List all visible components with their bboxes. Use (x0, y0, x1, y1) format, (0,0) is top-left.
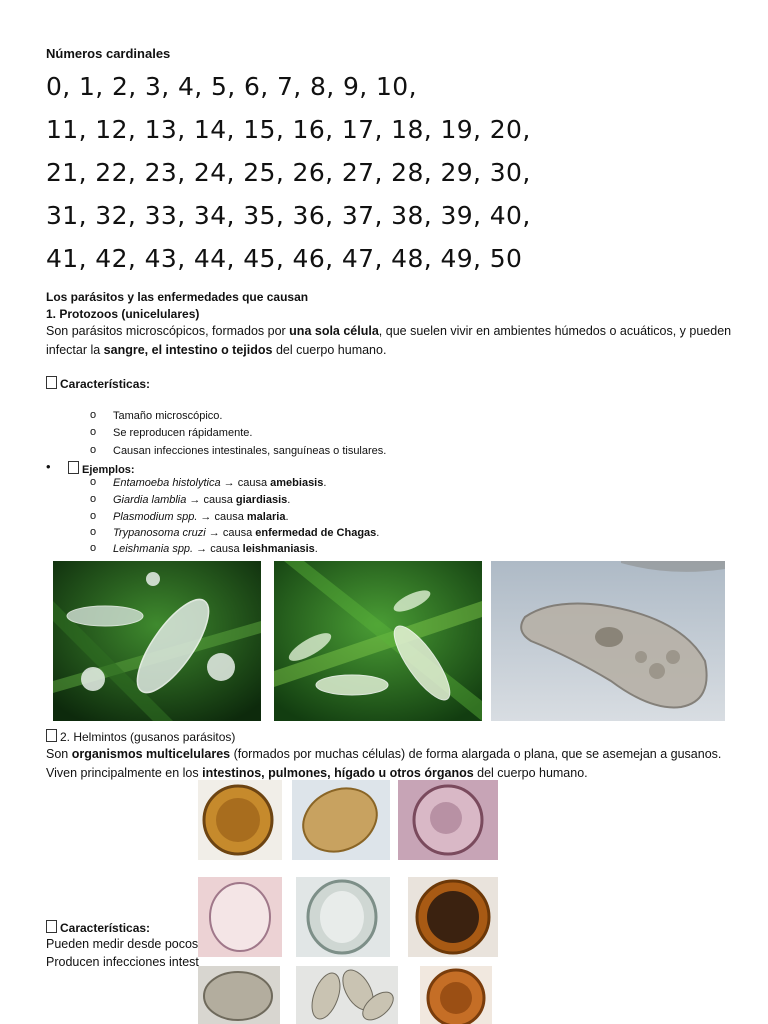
number-line-5: 41, 42, 43, 44, 45, 46, 47, 48, 49, 50 (46, 244, 523, 273)
protozoa-paragraph (46, 322, 746, 360)
text-run: del cuerpo humano. (473, 766, 588, 780)
number-line-3: 21, 22, 23, 24, 25, 26, 27, 28, 29, 30, (46, 158, 531, 187)
helminth-egg-micrograph-image (198, 877, 282, 957)
list-item: Se reproducen rápidamente. (113, 427, 253, 439)
text-run: del cuerpo humano. (272, 343, 387, 357)
title-text: 2. Helmintos (gusanos parásitos) (60, 730, 236, 744)
label-text: Características: (60, 377, 151, 391)
text-run: infectar la (46, 343, 104, 357)
label-text: Ejemplos: (82, 464, 135, 476)
example-item (113, 477, 326, 489)
text-run: (formados por muchas células) de forma alargada o plana, que se asemejan a gusanos. (230, 747, 722, 761)
text-run: Son (46, 747, 72, 761)
missing-glyph-icon (46, 729, 57, 742)
text-run: . (314, 543, 318, 555)
number-line-4: 31, 32, 33, 34, 35, 36, 37, 38, 39, 40, (46, 201, 531, 230)
example-item (113, 494, 290, 506)
list-bullet: o (90, 444, 97, 456)
text-run: → causa (186, 494, 236, 506)
ciliate-micrograph-image (491, 561, 725, 721)
organism-name: Leishmania spp. (113, 543, 194, 555)
helminth-egg-micrograph-image (296, 877, 390, 957)
list-bullet-dot: • (46, 459, 51, 474)
text-run: , que suelen vivir en ambientes húmedos o acuáticos, y pueden (378, 324, 732, 338)
organism-name: Trypanosoma cruzi (113, 527, 206, 539)
list-bullet: o (90, 542, 97, 554)
text-run: . (287, 494, 291, 506)
text-run: → causa (205, 527, 256, 539)
helminth-egg-micrograph-image (398, 780, 498, 860)
number-line-2: 11, 12, 13, 14, 15, 16, 17, 18, 19, 20, (46, 115, 531, 144)
example-item (113, 527, 379, 539)
page-heading: Números cardinales (46, 46, 171, 61)
helminths-characteristics-text-1: Pueden medir desde pocos (46, 937, 199, 951)
text-run: Son parásitos microscópicos, formados por (46, 324, 290, 338)
text-run: . (285, 511, 289, 523)
text-run-bold: sangre (103, 343, 145, 357)
disease-name: amebiasis (270, 477, 324, 489)
disease-name: giardiasis (235, 494, 288, 506)
helminths-characteristics-label (46, 920, 150, 935)
text-run-bold: el intestino o tejidos (151, 343, 273, 357)
missing-glyph-icon (46, 920, 57, 933)
examples-label (68, 461, 135, 476)
protozoa-title: 1. Protozoos (unicelulares) (46, 307, 200, 321)
list-bullet: o (90, 493, 97, 505)
text-run: Viven principalmente en los (46, 766, 203, 780)
text-run: → causa (197, 511, 247, 523)
helminth-egg-micrograph-image (420, 966, 492, 1024)
organism-name: Entamoeba histolytica (113, 477, 221, 489)
text-run: → causa (220, 477, 271, 489)
helminth-egg-micrograph-image (198, 780, 282, 860)
section-title: Los parásitos y las enfermedades que causan (46, 290, 309, 304)
missing-glyph-icon (68, 461, 79, 474)
list-item: Causan infecciones intestinales, sanguíneas o tisulares. (113, 445, 387, 457)
helminths-paragraph (46, 745, 746, 783)
organism-name: Plasmodium spp. (113, 511, 198, 523)
text-run: . (323, 477, 327, 489)
helminths-title (46, 729, 235, 744)
list-item: Tamaño microscópico. (113, 410, 223, 422)
list-bullet: o (90, 476, 97, 488)
text-run-bold: una sola célula (289, 324, 379, 338)
text-run-bold: intestinos, pulmones, hígado u otros órganos (202, 766, 474, 780)
list-bullet: o (90, 409, 97, 421)
organism-name: Giardia lamblia (113, 494, 187, 506)
euglena-illustration-image (274, 561, 482, 721)
example-item (113, 511, 289, 523)
label-text: Características: (60, 921, 151, 935)
example-item (113, 543, 318, 555)
text-run-bold: , (144, 343, 152, 357)
protozoa-characteristics-label (46, 376, 150, 391)
text-run: . (376, 527, 380, 539)
helminth-egg-micrograph-image (198, 966, 280, 1024)
list-bullet: o (90, 426, 97, 438)
text-run: → causa (193, 543, 243, 555)
helminths-characteristics-text-2: Producen infecciones intest (46, 955, 199, 969)
paramecium-illustration-image (53, 561, 261, 721)
text-run-bold: organismos multicelulares (71, 747, 231, 761)
helminth-egg-micrograph-image (408, 877, 498, 957)
list-bullet: o (90, 526, 97, 538)
disease-name: enfermedad de Chagas (255, 527, 377, 539)
missing-glyph-icon (46, 376, 57, 389)
helminth-egg-micrograph-image (296, 966, 398, 1024)
number-line-1: 0, 1, 2, 3, 4, 5, 6, 7, 8, 9, 10, (46, 72, 417, 101)
helminth-egg-micrograph-image (292, 780, 390, 860)
disease-name: malaria (246, 511, 286, 523)
list-bullet: o (90, 510, 97, 522)
disease-name: leishmaniasis (242, 543, 315, 555)
